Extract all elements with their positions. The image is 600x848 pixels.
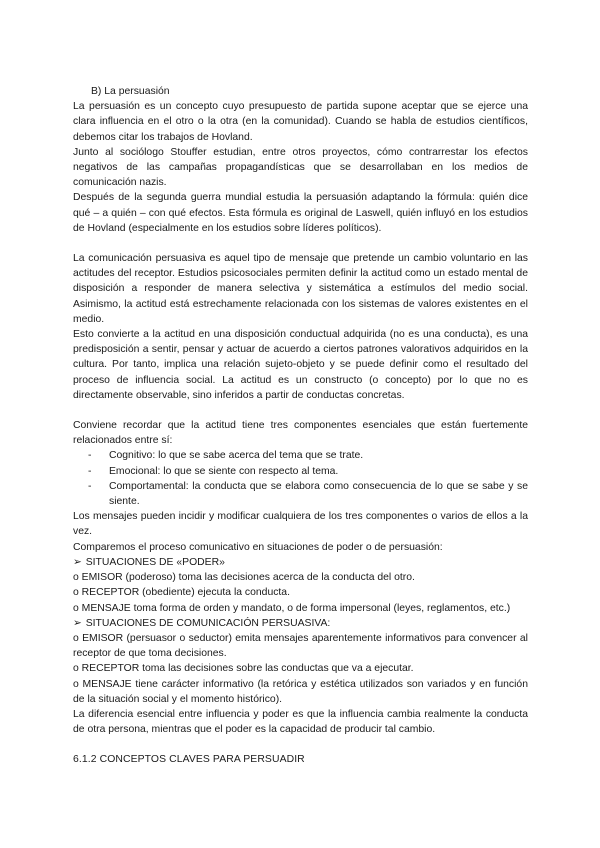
list-item: o EMISOR (persuasor o seductor) emita mensajes aparentemente informativos para convencer al receptor de que toma decisiones. — [73, 632, 528, 660]
paragraph: Junto al sociólogo Stouffer estudian, entre otros proyectos, cómo contrarrestar los efectos negativos de las campañas propagandísticas que se desarrollaban en los medios de comunicación nazis. — [73, 146, 528, 189]
list-item: o MENSAJE tiene carácter informativo (la retórica y estética utilizados son variados y en función de la situación social y el momento histórico). — [73, 678, 528, 705]
section-title: 6.1.2 CONCEPTOS CLAVES PARA PERSUADIR — [73, 754, 305, 766]
paragraph: Conviene recordar que la actitud tiene tres componentes esenciales que están fuertemente relacionados entre sí: — [73, 420, 528, 447]
dash-bullet: - — [88, 480, 92, 492]
paragraph-gap — [73, 236, 528, 251]
paragraph: Comparemos el proceso comunicativo en situaciones de poder o de persuasión: — [73, 541, 443, 553]
list-item: o EMISOR (poderoso) toma las decisiones acerca de la conducta del otro. — [73, 572, 415, 584]
paragraph: Después de la segunda guerra mundial estudia la persuasión adaptando la fórmula: quién dice qué – a quién – con qué efectos. Esta fórmula es original de Laswell, quién influyó en los estudios de Hovland (especialmente en los estudios sobre líderes políticos). — [73, 192, 528, 234]
section-heading: B) La persuasión — [91, 86, 170, 97]
paragraph: La persuasión es un concepto cuyo presupuesto de partida supone aceptar que se ejerce una clara influencia en el otro o la otra (en la comunidad). Cuando se habla de estudios científicos, debemos citar los trabajos de Hovland. — [73, 101, 528, 143]
dash-bullet: - — [88, 450, 92, 462]
list-item: - Comportamental: la conducta que se elabora como consecuencia de lo que se sabe y se siente. — [88, 480, 528, 508]
paragraph-gap — [73, 403, 528, 418]
list-item: - Cognitivo: lo que se sabe acerca del tema que se trate. — [73, 448, 528, 463]
persuasive-heading: ➢ SITUACIONES DE COMUNICACIÓN PERSUASIVA: — [73, 617, 331, 629]
paragraph: Esto convierte a la actitud en una disposición conductual adquirida (no es una conducta), es una predisposición a sentir, pensar y actuar de acuerdo a ciertos patrones valorativos adquiridos en la cultura. Por tanto, implica una relación sujeto-objeto y se puede definir como el resultado del proceso de influencia social. La actitud es un constructo (o concepto) por lo que no es directamente observable, sino inferidos a partir de conductas concretas. — [73, 329, 528, 401]
paragraph: Los mensajes pueden incidir y modificar cualquiera de los tres componentes o varios de ellos a la vez. — [73, 511, 528, 538]
list-item: o RECEPTOR toma las decisiones sobre las conductas que va a ejecutar. — [73, 663, 414, 675]
arrow-bullet-icon: ➢ — [73, 617, 82, 629]
list-item: - Emocional: lo que se siente con respecto al tema. — [73, 464, 528, 479]
paragraph: La comunicación persuasiva es aquel tipo de mensaje que pretende un cambio voluntario en las actitudes del receptor. Estudios psicosociales permiten definir la actitud como un estado mental de disposición a responder de manera selectiva y sistemática a estímulos del medio social. Asimismo, la actitud está estrechamente relacionada con los sistemas de valores existentes en el medio. — [73, 253, 528, 325]
paragraph: La diferencia esencial entre influencia y poder es que la influencia cambia realmente la conducta de otra persona, mientras que el poder es la capacidad de producir tal cambio. — [73, 708, 528, 736]
arrow-bullet-icon: ➢ — [73, 556, 82, 568]
list-item: o RECEPTOR (obediente) ejecuta la conducta. — [73, 587, 290, 599]
paragraph-gap — [73, 737, 528, 752]
list-item: o MENSAJE toma forma de orden y mandato, o de forma impersonal (leyes, reglamentos, etc.) — [73, 602, 511, 614]
document-page — [73, 84, 528, 768]
dash-bullet: - — [88, 465, 92, 477]
power-heading: ➢ SITUACIONES DE «PODER» — [73, 556, 225, 568]
components-list — [73, 448, 528, 509]
